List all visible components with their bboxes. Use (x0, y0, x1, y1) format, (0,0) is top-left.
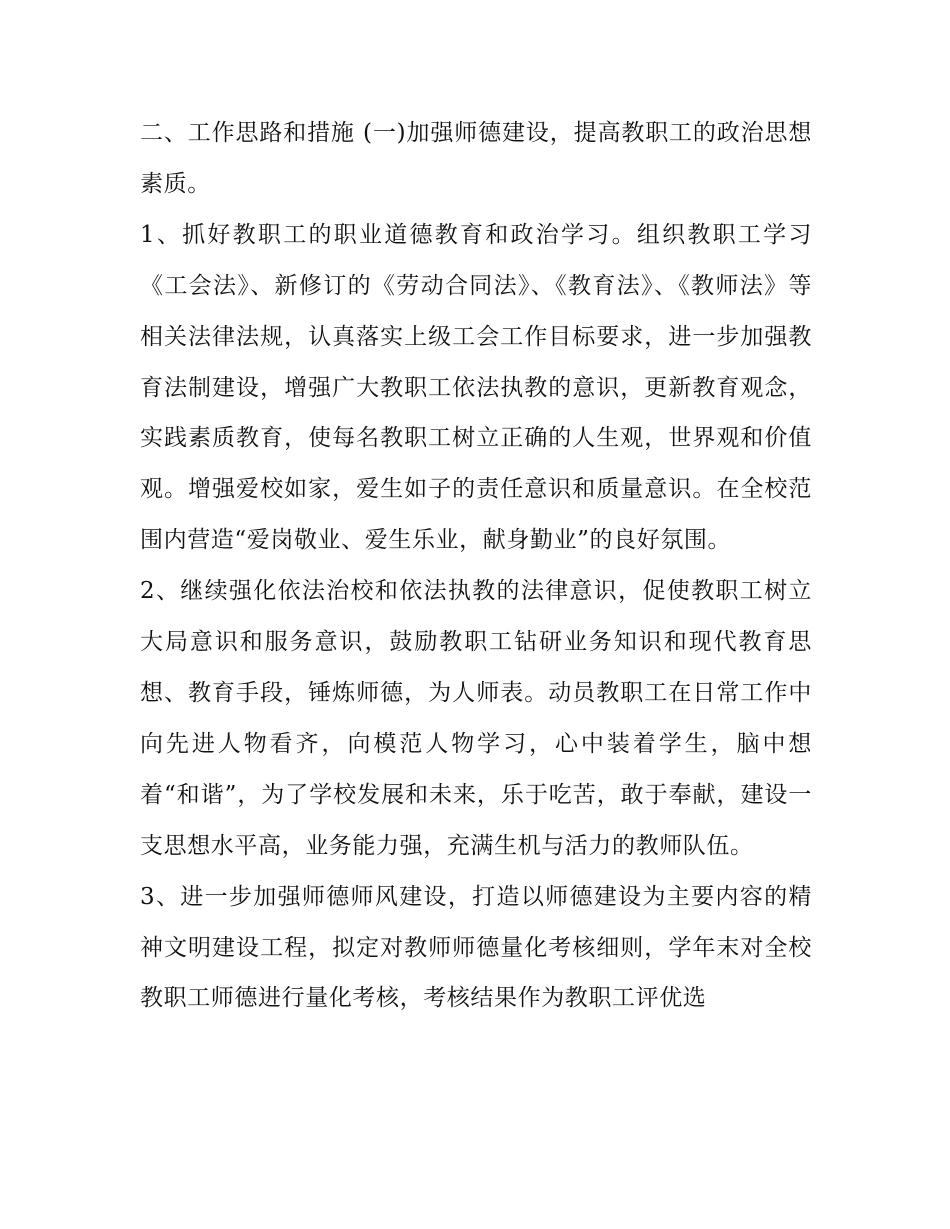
paragraph-item-1: 1、抓好教职工的职业道德教育和政治学习。组织教职工学习《工会法》、新修订的《劳动合同法》、《教育法》、《教师法》等相关法律法规，认真落实上级工会工作目标要求，进一步加强教育法制建设，增强广大教职工依法执教的意识，更新教育观念，实践素质教育，使每名教职工树立正确的人生观，世界观和价值观。增强爱校如家，爱生如子的责任意识和质量意识。在全校范围内营造“爱岗敬业、爱生乐业，献身勤业”的良好氛围。 (140, 221, 812, 554)
paragraph-heading: 二、工作思路和措施 (一)加强师德建设，提高教职工的政治思想素质。 (140, 120, 812, 197)
paragraph-item-3: 3、进一步加强师德师风建设，打造以师德建设为主要内容的精神文明建设工程，拟定对教师师德量化考核细则，学年末对全校教职工师德进行量化考核，考核结果作为教职工评优选 (140, 883, 812, 1012)
document-body (140, 108, 812, 1024)
paragraph-item-2: 2、继续强化依法治校和依法执教的法律意识，促使教职工树立大局意识和服务意识，鼓励教职工钻研业务知识和现代教育思想、教育手段，锤炼师德，为人师表。动员教职工在日常工作中向先进人物看齐，向模范人物学习，心中装着学生，脑中想着“和谐”，为了学校发展和未来，乐于吃苦，敢于奉献，建设一支思想水平高，业务能力强，充满生机与活力的教师队伍。 (140, 578, 812, 859)
